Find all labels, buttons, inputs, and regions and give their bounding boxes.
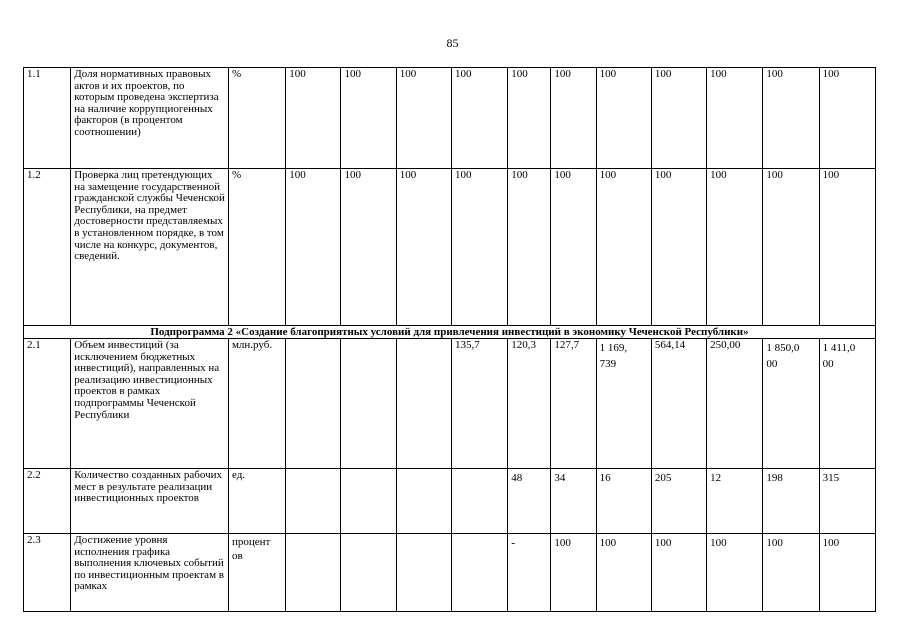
value-cell: 100 [508, 68, 551, 169]
row-number: 1.1 [24, 68, 71, 169]
indicator-name: Проверка лиц претендующих на замещение государственной гражданской службы Чеченской Республики, на предмет достоверности представляемых в установленном порядке, в том числе на конкурс, документов, сведений. [71, 169, 229, 326]
value-cell [341, 339, 396, 469]
indicator-name: Объем инвестиций (за исключением бюджетных инвестиций), направленных на реализацию инвестиционных проектов в рамках подпрограммы Чеченской Республики [71, 339, 229, 469]
value-cell [286, 469, 341, 534]
value-cell: 100 [551, 169, 596, 326]
unit-cell: % [228, 68, 285, 169]
value-cell: 100 [596, 169, 651, 326]
value-cell: 1 411,0 00 [819, 339, 875, 469]
unit-cell: млн.руб. [228, 339, 285, 469]
subprogram-title: Подпрограмма 2 «Создание благоприятных условий для привлечения инвестиций в экономику Чеченской Республики» [24, 326, 876, 339]
value-cell: 127,7 [551, 339, 596, 469]
row-number: 2.1 [24, 339, 71, 469]
indicator-name: Достижение уровня исполнения графика выполнения ключевых событий по инвестиционным проектам в рамках [71, 534, 229, 612]
value-cell: - [508, 534, 551, 612]
value-cell [451, 469, 507, 534]
value-cell: 100 [596, 68, 651, 169]
value-cell [396, 469, 451, 534]
value-cell: 100 [551, 534, 596, 612]
table-row [24, 469, 876, 534]
value-cell: 205 [651, 469, 706, 534]
page-number: 85 [446, 36, 459, 50]
indicator-name: Доля нормативных правовых актов и их проектов, по которым проведена экспертиза на наличие коррупциогенных факторов (в процентом соотношении) [71, 68, 229, 169]
value-cell: 34 [551, 469, 596, 534]
value-cell: 100 [819, 68, 875, 169]
value-cell: 100 [819, 534, 875, 612]
value-cell: 100 [707, 534, 763, 612]
value-cell: 135,7 [451, 339, 507, 469]
value-cell: 100 [763, 534, 819, 612]
value-cell: 1 169, 739 [596, 339, 651, 469]
value-cell: 100 [396, 169, 451, 326]
value-cell: 100 [596, 534, 651, 612]
value-cell [451, 534, 507, 612]
value-cell: 100 [341, 68, 396, 169]
row-number: 2.2 [24, 469, 71, 534]
value-cell: 1 850,0 00 [763, 339, 819, 469]
value-cell [341, 469, 396, 534]
table-row [24, 534, 876, 612]
value-cell [396, 339, 451, 469]
value-cell: 100 [707, 169, 763, 326]
unit-cell: процент ов [228, 534, 285, 612]
value-cell: 100 [763, 68, 819, 169]
value-cell: 250,00 [707, 339, 763, 469]
table-row [24, 68, 876, 169]
indicators-table [23, 67, 876, 612]
indicator-name: Количество созданных рабочих мест в результате реализации инвестиционных проектов [71, 469, 229, 534]
row-number: 2.3 [24, 534, 71, 612]
value-cell: 120,3 [508, 339, 551, 469]
row-number: 1.2 [24, 169, 71, 326]
value-cell: 198 [763, 469, 819, 534]
value-cell: 100 [396, 68, 451, 169]
value-cell [341, 534, 396, 612]
value-cell [286, 339, 341, 469]
value-cell: 12 [707, 469, 763, 534]
value-cell: 564,14 [651, 339, 706, 469]
unit-cell: ед. [228, 469, 285, 534]
value-cell [286, 534, 341, 612]
value-cell: 100 [651, 68, 706, 169]
value-cell: 100 [551, 68, 596, 169]
value-cell: 100 [451, 169, 507, 326]
value-cell: 100 [651, 534, 706, 612]
table-row [24, 339, 876, 469]
value-cell: 100 [341, 169, 396, 326]
value-cell [396, 534, 451, 612]
value-cell: 100 [286, 169, 341, 326]
value-cell: 100 [819, 169, 875, 326]
value-cell: 16 [596, 469, 651, 534]
value-cell: 48 [508, 469, 551, 534]
value-cell: 315 [819, 469, 875, 534]
value-cell: 100 [763, 169, 819, 326]
value-cell: 100 [286, 68, 341, 169]
value-cell: 100 [651, 169, 706, 326]
table-row [24, 169, 876, 326]
value-cell: 100 [707, 68, 763, 169]
value-cell: 100 [451, 68, 507, 169]
value-cell: 100 [508, 169, 551, 326]
subprogram-row [24, 326, 876, 339]
unit-cell: % [228, 169, 285, 326]
